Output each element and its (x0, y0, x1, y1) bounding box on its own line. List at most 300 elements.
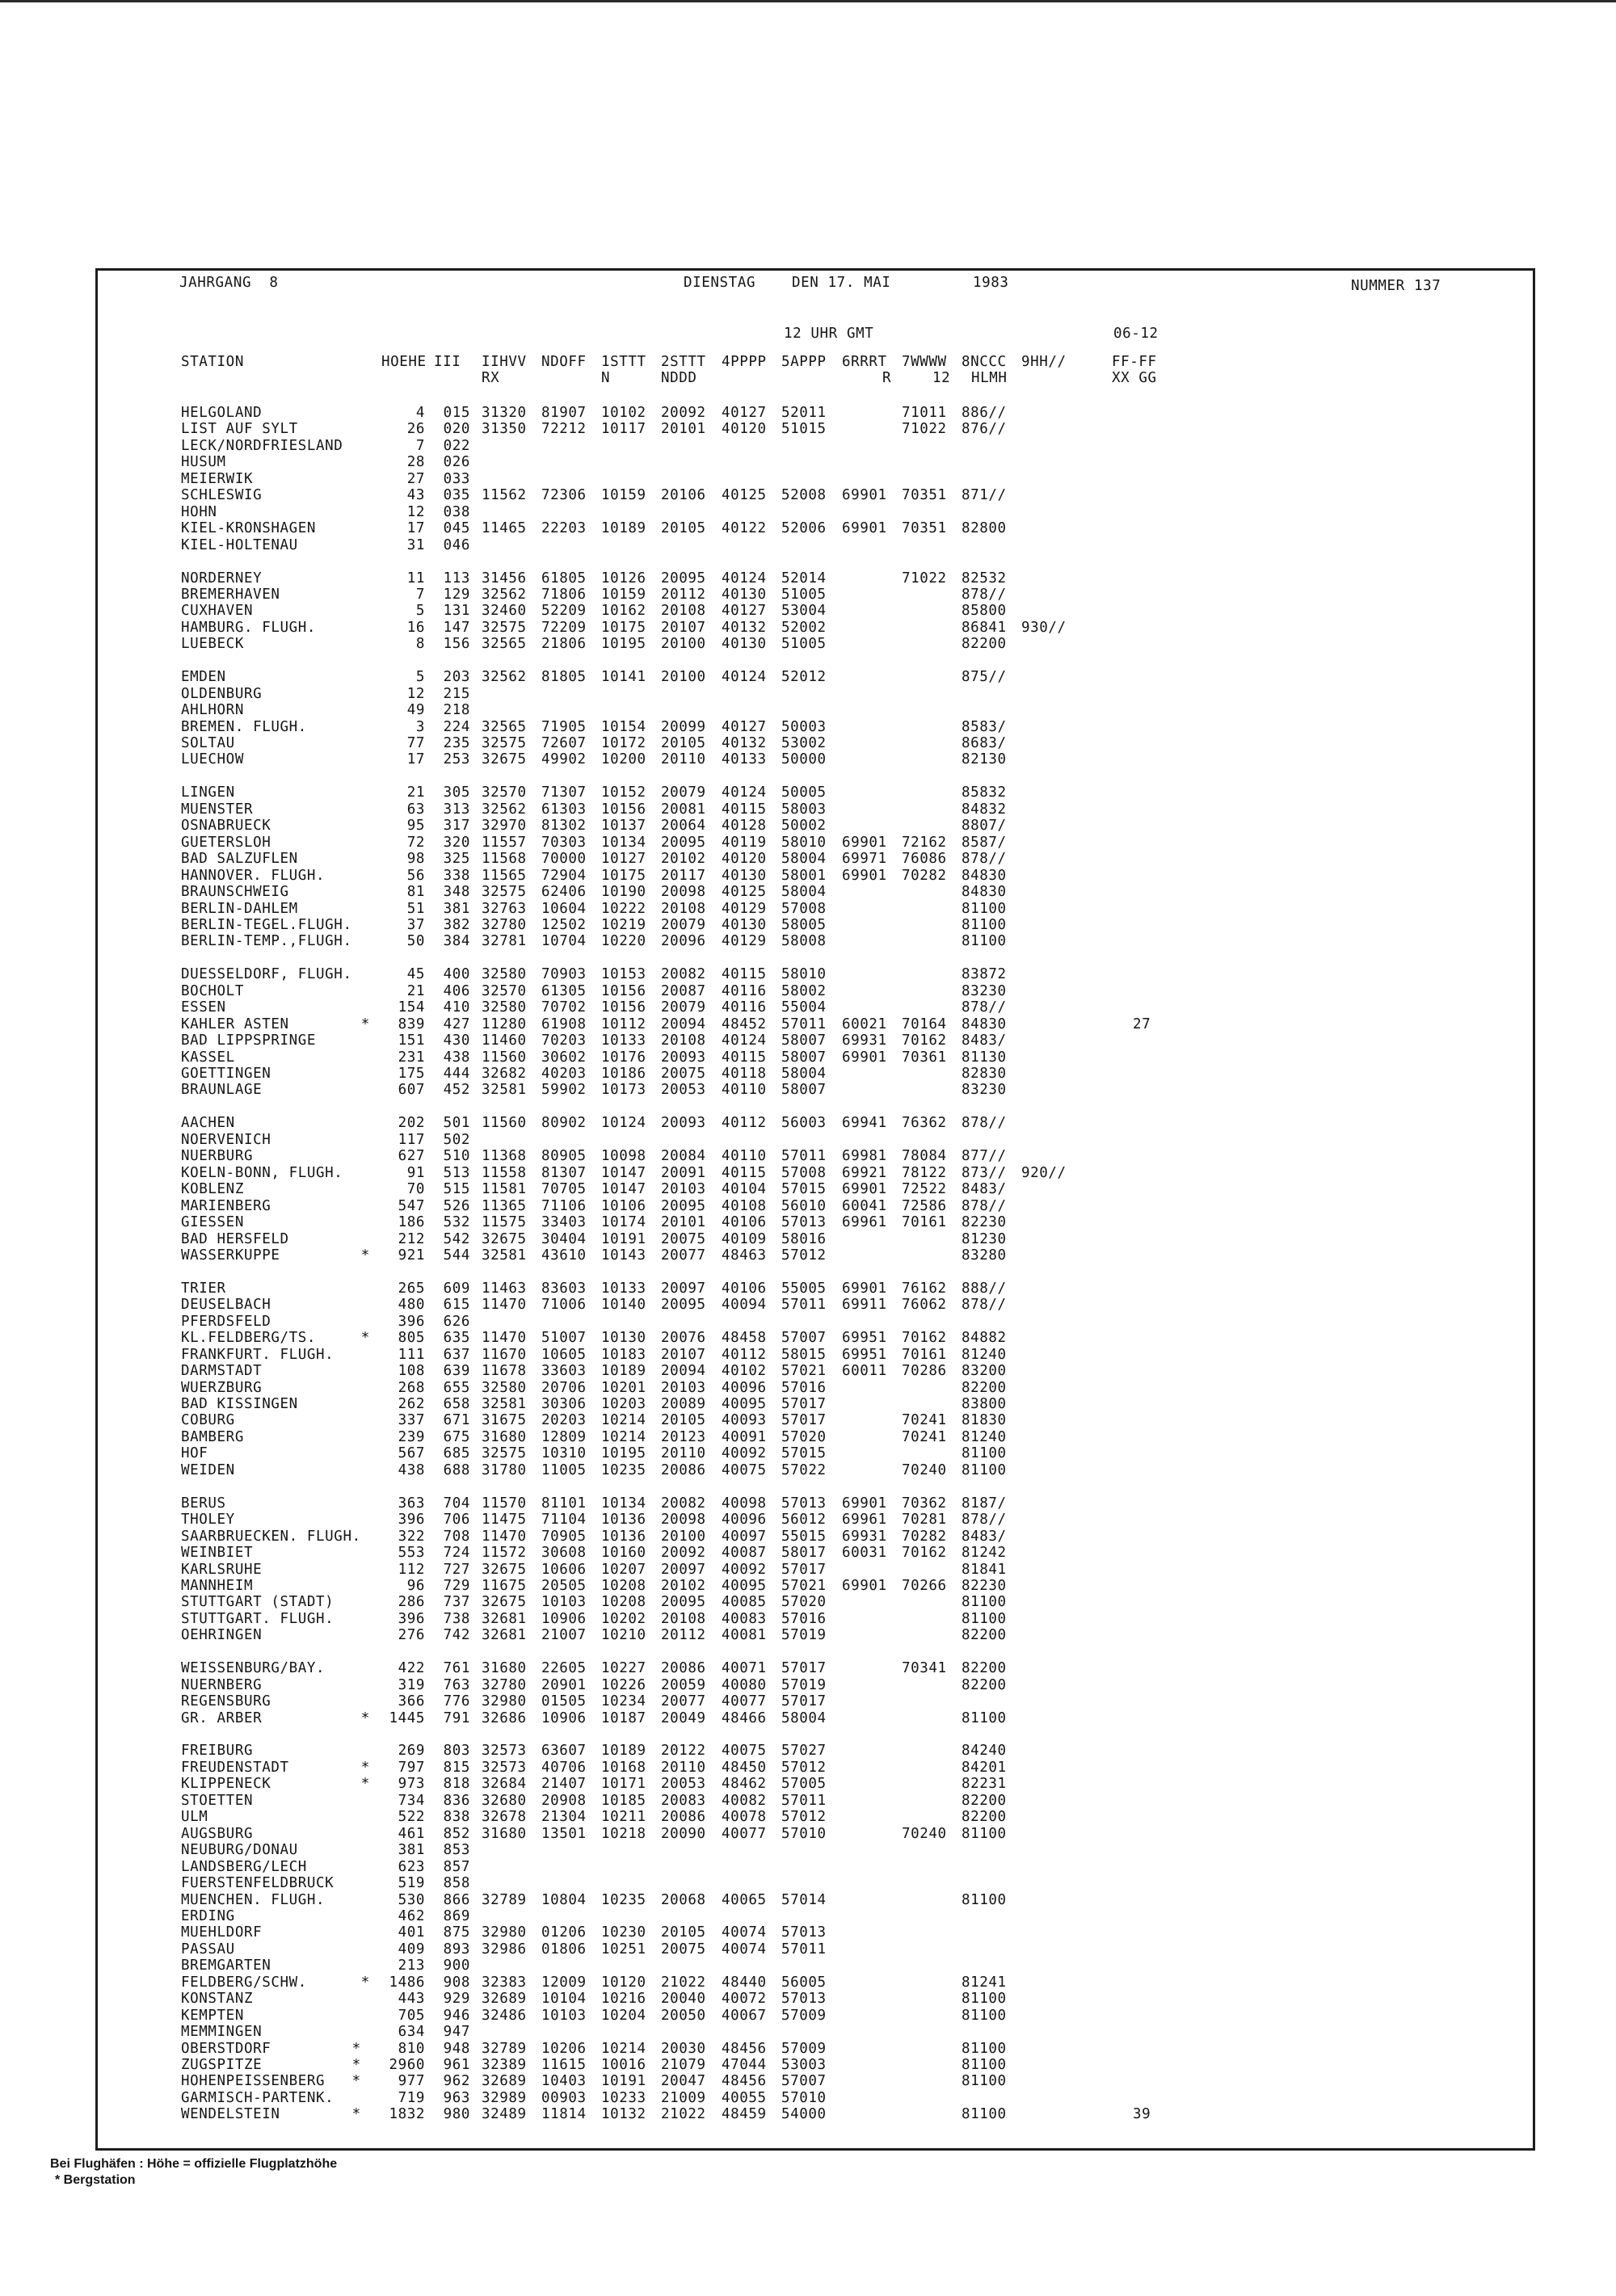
station-name: HOHN (181, 504, 217, 520)
table-cell: 57012 (781, 1760, 827, 1776)
table-cell: 212 (398, 1231, 425, 1247)
table-cell: 11675 (482, 1578, 527, 1594)
table-cell: 10219 (601, 917, 646, 933)
table-cell: 658 (443, 1396, 470, 1412)
table-cell: 59902 (541, 1082, 587, 1098)
table-cell: 58016 (781, 1231, 827, 1247)
table-cell: 57007 (781, 1330, 827, 1346)
table-cell: 57015 (781, 1445, 827, 1461)
table-cell: 60021 (842, 1016, 887, 1032)
station-name: NOERVENICH (181, 1132, 271, 1148)
table-cell: 675 (443, 1429, 470, 1445)
table-cell: 878// (962, 999, 1007, 1016)
table-cell: 57016 (781, 1611, 827, 1627)
table-cell: 40087 (722, 1545, 767, 1561)
table-cell: 32489 (482, 2106, 527, 2122)
table-cell: 72607 (541, 735, 587, 751)
table-cell: 57005 (781, 1776, 827, 1792)
station-name: NUERNBERG (181, 1677, 263, 1693)
table-cell: 10201 (601, 1380, 646, 1396)
table-cell: 80905 (541, 1148, 587, 1164)
table-cell: 020 (443, 421, 470, 437)
table-cell: 57021 (781, 1578, 827, 1594)
table-cell: 55005 (781, 1280, 827, 1297)
date: DEN 17. MAI (792, 275, 891, 291)
table-cell: 81100 (962, 901, 1007, 917)
table-cell: 48450 (722, 1760, 767, 1776)
table-cell: 10208 (601, 1594, 646, 1610)
table-row (0, 1710, 1616, 1726)
table-cell: 20077 (661, 1693, 706, 1709)
table-cell: 875 (443, 1924, 470, 1941)
table-cell: 20092 (661, 1545, 706, 1561)
table-cell: 22203 (541, 520, 587, 536)
table-cell: 269 (398, 1743, 425, 1759)
table-cell: 72212 (541, 421, 587, 437)
table-cell: 10103 (541, 2008, 587, 2024)
table-cell: 40102 (722, 1363, 767, 1379)
table-cell: 81100 (962, 1462, 1007, 1478)
table-cell: 430 (443, 1032, 470, 1049)
table-cell: 57008 (781, 1165, 827, 1181)
table-cell: 10207 (601, 1562, 646, 1578)
table-cell: 76086 (902, 851, 947, 867)
table-cell: 20117 (661, 868, 706, 884)
table-cell: 61908 (541, 1016, 587, 1032)
table-cell: 10206 (541, 2041, 587, 2057)
table-cell: 81100 (962, 1991, 1007, 2007)
table-cell: 40110 (722, 1082, 767, 1098)
station-name: WASSERKUPPE * (181, 1247, 370, 1264)
table-cell: 32989 (482, 2090, 527, 2106)
jahrgang: JAHRGANG 8 (179, 275, 279, 291)
table-cell: 70161 (902, 1347, 947, 1363)
table-cell: 58015 (781, 1347, 827, 1363)
table-cell: 50 (406, 933, 425, 949)
table-cell: 325 (443, 851, 470, 867)
col-9hh: 9HH// (1021, 354, 1067, 370)
table-cell: 20112 (661, 1627, 706, 1643)
table-row (0, 504, 1616, 520)
table-row (0, 1776, 1616, 1792)
table-cell: 313 (443, 801, 470, 818)
table-cell: 81100 (962, 1710, 1007, 1726)
table-row (0, 1578, 1616, 1594)
table-cell: 20105 (661, 735, 706, 751)
table-row (0, 868, 1616, 884)
table-cell: 32675 (482, 1562, 527, 1578)
table-cell: 20068 (661, 1892, 706, 1908)
table-cell: 50002 (781, 818, 827, 834)
table-cell: 20082 (661, 966, 706, 982)
table-cell: 131 (443, 603, 470, 619)
table-cell: 40119 (722, 835, 767, 851)
station-name: NUERBURG (181, 1148, 254, 1164)
table-row (0, 999, 1616, 1016)
table-cell: 40075 (722, 1743, 767, 1759)
table-cell: 10195 (601, 1445, 646, 1461)
col-2sttt: 2STTT (661, 354, 706, 370)
col-5appp: 5APPP (781, 354, 827, 370)
table-row (0, 901, 1616, 917)
table-cell: 215 (443, 686, 470, 702)
table-cell: 10189 (601, 520, 646, 536)
table-cell: 40109 (722, 1231, 767, 1247)
table-cell: 32570 (482, 784, 527, 801)
table-cell: 705 (398, 2008, 425, 2024)
table-cell: 57019 (781, 1627, 827, 1643)
table-cell: 876// (962, 421, 1007, 437)
table-row (0, 1380, 1616, 1396)
station-name: BAD HERSFELD (181, 1231, 289, 1247)
table-cell: 567 (398, 1445, 425, 1461)
table-cell: 47044 (722, 2057, 767, 2073)
table-cell: 32781 (482, 933, 527, 949)
table-cell: 117 (398, 1132, 425, 1148)
station-name: SOLTAU (181, 735, 235, 751)
table-cell: 70266 (902, 1578, 947, 1594)
table-cell: 501 (443, 1115, 470, 1131)
table-cell: 32675 (482, 1594, 527, 1610)
table-cell: 72586 (902, 1198, 947, 1214)
table-cell: 8583/ (962, 719, 1007, 735)
table-cell: 83200 (962, 1363, 1007, 1379)
table-cell: 8587/ (962, 835, 1007, 851)
table-cell: 10102 (601, 405, 646, 421)
table-cell: 32460 (482, 603, 527, 619)
table-cell: 32581 (482, 1082, 527, 1098)
table-row (0, 1297, 1616, 1313)
table-cell: 83800 (962, 1396, 1007, 1412)
station-name: TRIER (181, 1280, 226, 1297)
table-cell: 10133 (601, 1032, 646, 1049)
table-cell: 40074 (722, 1941, 767, 1957)
table-cell: 10222 (601, 901, 646, 917)
station-name: LUECHOW (181, 751, 244, 767)
table-cell: 82230 (962, 1578, 1007, 1594)
table-cell: 63 (406, 801, 425, 818)
station-name: STOETTEN (181, 1793, 254, 1809)
table-cell: 20098 (661, 1512, 706, 1528)
col-6rrrt: 6RRRT (842, 354, 887, 370)
table-cell: 33403 (541, 1214, 587, 1230)
table-cell: 51 (406, 901, 425, 917)
table-cell: 10202 (601, 1611, 646, 1627)
table-cell: 11560 (482, 1115, 527, 1131)
table-cell: 11470 (482, 1529, 527, 1545)
table-cell: 55004 (781, 999, 827, 1016)
table-row (0, 520, 1616, 536)
table-cell: 20103 (661, 1380, 706, 1396)
table-cell: 438 (398, 1462, 425, 1478)
table-cell: 70241 (902, 1429, 947, 1445)
table-cell: 438 (443, 1049, 470, 1066)
table-cell: 452 (443, 1082, 470, 1098)
table-cell: 81100 (962, 2073, 1007, 2089)
station-name: DARMSTADT (181, 1363, 263, 1379)
table-cell: 32763 (482, 901, 527, 917)
station-name: BOCHOLT (181, 983, 244, 999)
table-cell: 58004 (781, 1710, 827, 1726)
table-cell: 20112 (661, 587, 706, 603)
table-cell: 961 (443, 2057, 470, 2073)
table-cell: 40132 (722, 620, 767, 636)
table-cell: 58004 (781, 884, 827, 900)
table-cell: 69961 (842, 1512, 887, 1528)
station-name: LINGEN (181, 784, 235, 801)
table-cell: 737 (443, 1594, 470, 1610)
table-cell: 70903 (541, 966, 587, 982)
table-cell: 32681 (482, 1611, 527, 1627)
table-row (0, 1743, 1616, 1759)
table-cell: 84832 (962, 801, 1007, 818)
table-cell: 40094 (722, 1297, 767, 1313)
table-cell: 815 (443, 1760, 470, 1776)
table-cell: 20084 (661, 1148, 706, 1164)
table-cell: 81100 (962, 1826, 1007, 1842)
table-row (0, 438, 1616, 454)
table-cell: 20095 (661, 835, 706, 851)
table-cell: 20505 (541, 1578, 587, 1594)
table-cell: 20095 (661, 1297, 706, 1313)
table-cell: 10218 (601, 1826, 646, 1842)
table-cell: 637 (443, 1347, 470, 1363)
table-cell: 10136 (601, 1512, 646, 1528)
table-cell: 530 (398, 1892, 425, 1908)
table-row (0, 1165, 1616, 1181)
station-name: WEISSENBURG/BAY. (181, 1660, 326, 1676)
table-cell: 634 (398, 2024, 425, 2040)
table-cell: 40091 (722, 1429, 767, 1445)
table-cell: 5 (415, 669, 425, 685)
table-row (0, 2008, 1616, 2024)
table-cell: 381 (443, 901, 470, 917)
table-cell: 40083 (722, 1611, 767, 1627)
table-cell: 11005 (541, 1462, 587, 1478)
table-cell: 70361 (902, 1049, 947, 1066)
table-cell: 95 (406, 818, 425, 834)
table-cell: 363 (398, 1495, 425, 1512)
col-iihvv-sub: RX (482, 370, 500, 386)
station-name: GIESSEN (181, 1214, 244, 1230)
table-cell: 231 (398, 1049, 425, 1066)
table-cell: 81307 (541, 1165, 587, 1181)
table-cell: 20908 (541, 1793, 587, 1809)
table-cell: 01806 (541, 1941, 587, 1957)
table-cell: 977 (398, 2073, 425, 2089)
table-cell: 52006 (781, 520, 827, 536)
station-name: LUEBECK (181, 636, 244, 652)
table-cell: 40120 (722, 851, 767, 867)
table-cell: 69901 (842, 1280, 887, 1297)
table-cell: 21009 (661, 2090, 706, 2106)
table-cell: 32575 (482, 1445, 527, 1461)
table-cell: 878// (962, 851, 1007, 867)
table-cell: 857 (443, 1859, 470, 1875)
table-cell: 81100 (962, 2106, 1007, 2122)
station-name: BERLIN-TEGEL.FLUGH. (181, 917, 352, 933)
table-cell: 57017 (781, 1660, 827, 1676)
table-cell: 20086 (661, 1462, 706, 1478)
table-cell: 57017 (781, 1412, 827, 1428)
table-cell: 10117 (601, 421, 646, 437)
station-name: FREUDENSTADT * (181, 1760, 370, 1776)
table-cell: 40115 (722, 801, 767, 818)
table-cell: 82200 (962, 1380, 1007, 1396)
table-cell: 803 (443, 1743, 470, 1759)
table-cell: 39 (1133, 2106, 1151, 2122)
table-cell: 82200 (962, 1809, 1007, 1825)
table-cell: 401 (398, 1924, 425, 1941)
table-cell: 026 (443, 454, 470, 470)
table-cell: 8483/ (962, 1529, 1007, 1545)
table-cell: 84240 (962, 1743, 1007, 1759)
station-name: OSNABRUECK (181, 818, 271, 834)
table-row (0, 686, 1616, 702)
station-name: BAD SALZUFLEN (181, 851, 298, 867)
table-cell: 11470 (482, 1330, 527, 1346)
table-cell: 57011 (781, 1016, 827, 1032)
table-cell: 20110 (661, 1445, 706, 1461)
station-name: BERUS (181, 1495, 226, 1512)
table-cell: 10216 (601, 1991, 646, 2007)
table-cell: 56003 (781, 1115, 827, 1131)
table-cell: 655 (443, 1380, 470, 1396)
table-cell: 888// (962, 1280, 1007, 1297)
station-name: BAD LIPPSPRINGE (181, 1032, 317, 1049)
station-name: PASSAU (181, 1941, 235, 1957)
table-cell: 70164 (902, 1016, 947, 1032)
table-cell: 32573 (482, 1743, 527, 1759)
table-cell: 202 (398, 1115, 425, 1131)
table-cell: 31675 (482, 1412, 527, 1428)
table-row (0, 933, 1616, 949)
table-cell: 706 (443, 1512, 470, 1528)
table-cell: 10134 (601, 835, 646, 851)
table-cell: 40106 (722, 1214, 767, 1230)
table-row (0, 1066, 1616, 1082)
table-cell: 708 (443, 1529, 470, 1545)
station-name: PFERDSFELD (181, 1314, 271, 1330)
table-cell: 319 (398, 1677, 425, 1693)
table-cell: 32575 (482, 735, 527, 751)
table-row (0, 1974, 1616, 1991)
table-cell: 70241 (902, 1412, 947, 1428)
table-cell: 81100 (962, 1611, 1007, 1627)
table-cell: 10147 (601, 1181, 646, 1197)
table-cell: 58007 (781, 1049, 827, 1066)
table-cell: 10016 (601, 2057, 646, 2073)
table-row (0, 1032, 1616, 1049)
table-cell: 77 (406, 735, 425, 751)
table-row (0, 1941, 1616, 1957)
table-cell: 32581 (482, 1396, 527, 1412)
table-cell: 113 (443, 570, 470, 587)
table-cell: 480 (398, 1297, 425, 1313)
table-cell: 10124 (601, 1115, 646, 1131)
table-cell: 10175 (601, 868, 646, 884)
table-cell: 55015 (781, 1529, 827, 1545)
table-cell: 20049 (661, 1710, 706, 1726)
table-cell: 81805 (541, 669, 587, 685)
table-row (0, 2090, 1616, 2106)
table-cell: 21304 (541, 1809, 587, 1825)
table-cell: 57012 (781, 1809, 827, 1825)
table-cell: 83603 (541, 1280, 587, 1297)
table-cell: 58010 (781, 966, 827, 982)
table-cell: 852 (443, 1826, 470, 1842)
station-name: NORDERNEY (181, 570, 263, 587)
table-row (0, 1677, 1616, 1693)
table-row (0, 1842, 1616, 1858)
table-cell: 10235 (601, 1892, 646, 1908)
table-cell: 547 (398, 1198, 425, 1214)
table-cell: 32970 (482, 818, 527, 834)
station-name: MANNHEIM (181, 1578, 254, 1594)
table-cell: 01206 (541, 1924, 587, 1941)
table-cell: 81100 (962, 2057, 1007, 2073)
table-cell: 70351 (902, 520, 947, 536)
table-cell: 10159 (601, 487, 646, 503)
table-cell: 11558 (482, 1165, 527, 1181)
table-cell: 58002 (781, 983, 827, 999)
table-cell: 10187 (601, 1710, 646, 1726)
table-cell: 71006 (541, 1297, 587, 1313)
table-cell: 57010 (781, 1826, 827, 1842)
table-row (0, 1529, 1616, 1545)
table-row (0, 587, 1616, 603)
table-cell: 10104 (541, 1991, 587, 2007)
table-cell: 71011 (902, 405, 947, 421)
col-6rrrt-sub: R (882, 370, 892, 386)
table-cell: 76162 (902, 1280, 947, 1297)
table-row (0, 1198, 1616, 1214)
table-cell: 20107 (661, 620, 706, 636)
table-cell: 704 (443, 1495, 470, 1512)
table-row (0, 1859, 1616, 1875)
table-cell: 70351 (902, 487, 947, 503)
weekday: DIENSTAG (684, 275, 756, 291)
station-name: BAMBERG (181, 1429, 244, 1445)
table-cell: 81241 (962, 1974, 1007, 1991)
table-cell: 70162 (902, 1545, 947, 1561)
table-cell: 70341 (902, 1660, 947, 1676)
table-cell: 366 (398, 1693, 425, 1709)
table-cell: 58007 (781, 1032, 827, 1049)
table-cell: 17 (406, 520, 425, 536)
station-name: MUENSTER (181, 801, 254, 818)
table-cell: 57016 (781, 1380, 827, 1396)
table-cell: 40072 (722, 1991, 767, 2007)
table-cell: 836 (443, 1793, 470, 1809)
table-cell: 40130 (722, 587, 767, 603)
table-cell: 32675 (482, 751, 527, 767)
table-cell: 10200 (601, 751, 646, 767)
table-cell: 11575 (482, 1214, 527, 1230)
table-row (0, 1016, 1616, 1032)
table-cell: 20077 (661, 1247, 706, 1264)
table-cell: 10175 (601, 620, 646, 636)
year: 1983 (973, 275, 1009, 291)
station-name: NEUBURG/DONAU (181, 1842, 298, 1858)
table-cell: 11465 (482, 520, 527, 536)
table-row (0, 983, 1616, 999)
table-cell: 32689 (482, 2073, 527, 2089)
table-cell: 11557 (482, 835, 527, 851)
table-cell: 40115 (722, 966, 767, 982)
table-cell: 30404 (541, 1231, 587, 1247)
table-cell: 32789 (482, 2041, 527, 2057)
